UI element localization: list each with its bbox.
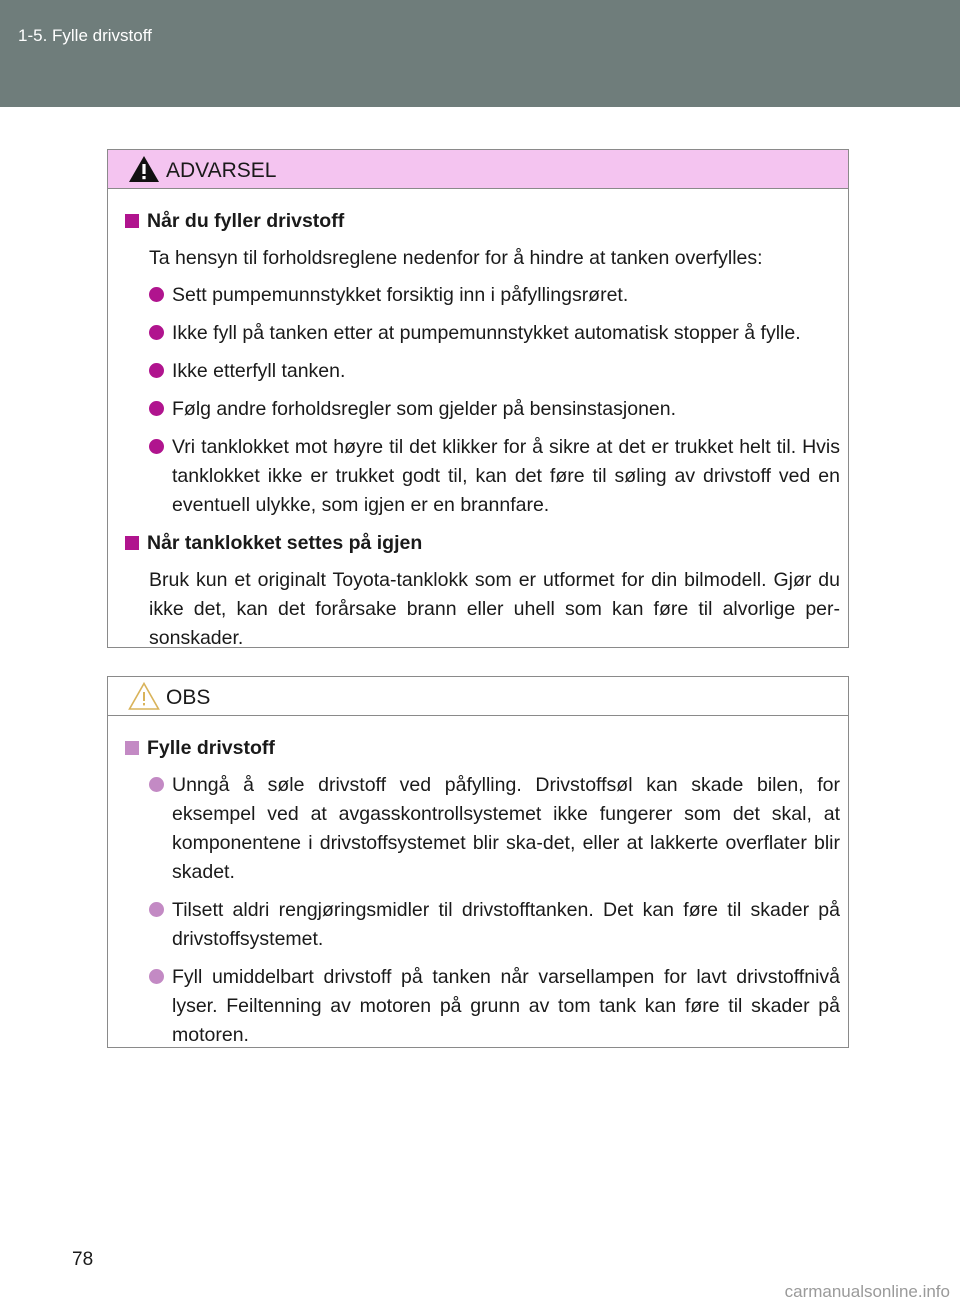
list-item: Ikke fyll på tanken etter at pumpemunnstykket automatisk stopper å fylle.: [125, 319, 840, 348]
bullet-dot-icon: [149, 969, 164, 984]
notice-label: OBS: [166, 686, 211, 709]
list-item: Følg andre forholdsregler som gjelder på bensinstasjonen.: [125, 395, 840, 424]
section-square-icon: [125, 741, 139, 755]
bullet-dot-icon: [149, 287, 164, 302]
notice-section-title: Fylle drivstoff: [125, 734, 840, 763]
list-item: Vri tanklokket mot høyre til det klikker for å sikre at det er trukket helt til. Hvis tanklokket ikke er trukket godt til, kan det føre til søling av drivstoff ved en eventuell ulykke, som igjen er en brannfare.: [125, 433, 840, 520]
warning-paragraph: Bruk kun et originalt Toyota-tanklokk som er utformet for din bilmodell. Gjør du ikke det, kan det forårsake brann eller uhell som kan føre til alvorlige per-sonskader.: [149, 569, 840, 649]
section-square-icon: [125, 536, 139, 550]
notice-header: [108, 677, 848, 716]
bullet-dot-icon: [149, 363, 164, 378]
notice-box: [107, 676, 849, 1048]
bullet-dot-icon: [149, 325, 164, 340]
warning-box: [107, 149, 849, 648]
list-item: Fyll umiddelbart drivstoff på tanken når varsellampen for lavt drivstoffnivå lyser. Feiltenning av motoren på grunn av tom tank kan føre til skader på motoren.: [125, 963, 840, 1050]
watermark: carmanualsonline.info: [784, 1282, 950, 1301]
section-square-icon: [125, 214, 139, 228]
list-item: Unngå å søle drivstoff ved påfylling. Drivstoffsøl kan skade bilen, for eksempel ved at avgasskontrollsystemet ikke fungerer som det skal, at komponentene i drivstoffsystemet blir ska-det, eller at lakkerte overflater blir skadet.: [125, 771, 840, 887]
warning-label: ADVARSEL: [166, 159, 277, 182]
caution-triangle-icon: [128, 681, 160, 711]
page-header: [0, 0, 960, 107]
list-item: Tilsett aldri rengjøringsmidler til drivstofftanken. Det kan føre til skader på drivstoffsystemet.: [125, 896, 840, 954]
list-item: Sett pumpemunnstykket forsiktig inn i påfyllingsrøret.: [125, 281, 840, 310]
warning-section-title: Når du fyller drivstoff: [125, 207, 840, 236]
bullet-dot-icon: [149, 777, 164, 792]
list-item: Ikke etterfyll tanken.: [125, 357, 840, 386]
bullet-dot-icon: [149, 439, 164, 454]
bullet-dot-icon: [149, 902, 164, 917]
page-number: 78: [72, 1249, 94, 1270]
warning-section-title: Når tanklokket settes på igjen: [125, 529, 840, 558]
section-title: 1-5. Fylle drivstoff: [18, 26, 152, 45]
warning-header: [108, 150, 848, 189]
warning-intro: Ta hensyn til forholdsreglene nedenfor for å hindre at tanken overfylles:: [149, 247, 763, 269]
bullet-dot-icon: [149, 401, 164, 416]
warning-triangle-icon: [128, 154, 160, 184]
